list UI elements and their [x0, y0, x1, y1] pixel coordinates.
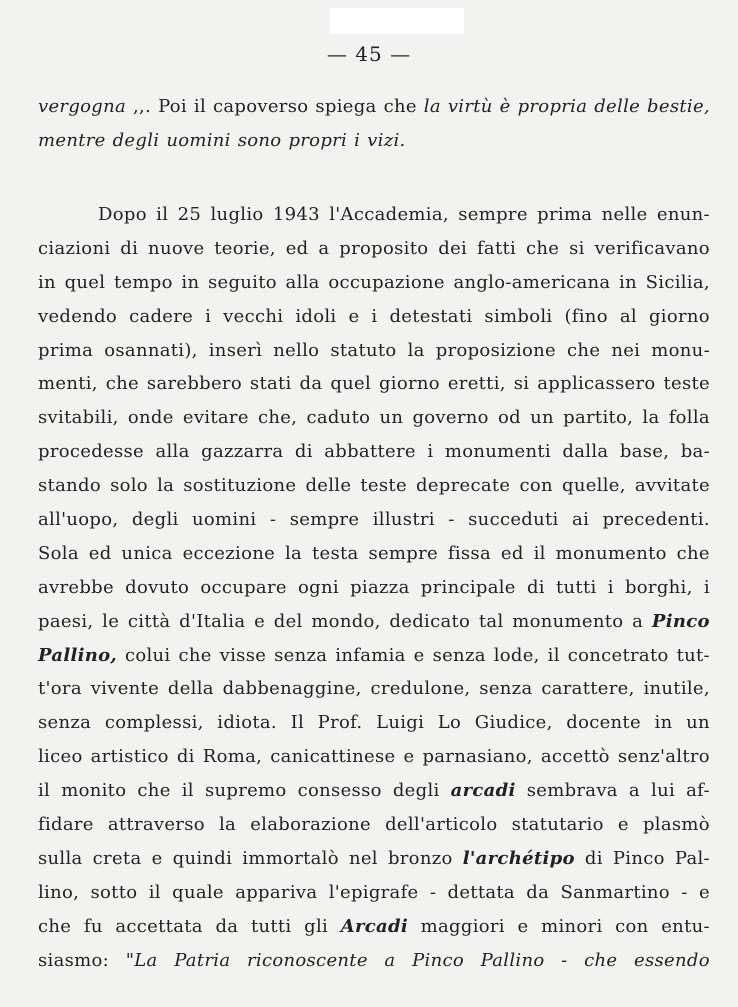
word: che: [38, 915, 72, 937]
word: visse: [219, 644, 267, 666]
word: i: [607, 576, 614, 598]
word: lui: [651, 780, 676, 802]
word: idoli: [295, 305, 337, 327]
word: riconoscente: [247, 949, 368, 971]
word: 1943: [272, 204, 320, 225]
word: "La: [125, 949, 158, 971]
word: è: [499, 96, 511, 117]
word: evitare: [182, 407, 249, 429]
word: quelle,: [562, 475, 626, 497]
text-line: [38, 639, 710, 673]
word: bestie,: [647, 96, 710, 117]
word: senza: [432, 644, 486, 666]
word: delle: [305, 475, 352, 497]
word: alla: [155, 441, 190, 463]
word: che: [676, 542, 710, 564]
word: i: [371, 305, 378, 327]
page-number: — 45 —: [326, 42, 412, 66]
word: statuto: [330, 339, 397, 361]
word: sostituzione: [183, 475, 297, 497]
word: e: [413, 644, 425, 666]
word: sulla: [38, 847, 83, 869]
word: tutti: [250, 915, 292, 937]
word: tutti: [556, 576, 597, 598]
word: ba-: [680, 441, 710, 463]
word: seguito: [207, 271, 277, 293]
word: la: [219, 814, 237, 836]
word: all'uopo,: [38, 509, 119, 531]
word: Prof.: [317, 712, 363, 734]
word: complessi,: [104, 712, 204, 734]
word: d'Italia: [179, 610, 246, 632]
word: Pal-: [674, 847, 710, 869]
word: si: [513, 373, 530, 395]
word: un: [379, 407, 404, 429]
word: Arcadi: [340, 915, 409, 937]
word: delle: [594, 96, 641, 117]
word: prima: [537, 204, 593, 225]
word: in: [654, 712, 673, 734]
word: accettata: [115, 915, 203, 937]
word: il: [156, 204, 169, 225]
word: fissa: [447, 542, 491, 564]
word: fatti: [476, 237, 517, 259]
word: teorie,: [214, 237, 276, 259]
word: nello: [273, 339, 320, 361]
word: dalla: [562, 441, 609, 463]
word: sembrava: [526, 780, 618, 802]
word: giorno: [378, 373, 440, 395]
word: la: [284, 542, 303, 564]
word: monumenti: [444, 441, 551, 463]
word: del: [273, 610, 303, 632]
text-line: [38, 266, 710, 300]
word: 25: [177, 204, 202, 225]
word: e: [617, 814, 629, 836]
word: prima: [38, 339, 94, 361]
word: la: [157, 475, 175, 497]
word: mondo,: [311, 610, 381, 632]
word: con: [519, 475, 553, 497]
word: applicassero: [537, 373, 656, 395]
word: credulone,: [370, 678, 471, 700]
word: teste: [663, 373, 710, 395]
text-line: [38, 944, 710, 978]
word: parnasiano,: [422, 746, 533, 768]
word: propri: [288, 129, 348, 151]
word: succeduti: [468, 509, 559, 531]
text-line: [38, 571, 710, 605]
word: e: [517, 915, 529, 937]
word: caduto: [306, 407, 371, 429]
word: inutile,: [643, 678, 710, 700]
word: infamia: [335, 644, 406, 666]
word: l'Accademia,: [329, 204, 449, 225]
word: un: [686, 712, 710, 734]
word: di: [176, 746, 195, 768]
text-line: [38, 401, 710, 435]
text-line: [38, 672, 710, 706]
word: -: [448, 509, 455, 531]
word: da: [299, 373, 323, 395]
word: di: [294, 441, 313, 463]
word: alla: [285, 271, 320, 293]
word: lino,: [38, 881, 80, 903]
word: solo: [110, 475, 148, 497]
text-line: [38, 232, 710, 266]
word: e: [348, 305, 360, 327]
word: vergogna: [38, 96, 127, 117]
word: senza: [479, 678, 533, 700]
word: che: [137, 780, 171, 802]
word: t'ora: [38, 678, 82, 700]
text-line: [38, 367, 710, 401]
word: tempo: [113, 271, 173, 293]
word: accettò: [540, 746, 610, 768]
word: città: [127, 610, 171, 632]
word: proposizione: [435, 339, 556, 361]
text-line: [38, 774, 710, 808]
text-line: [38, 910, 710, 944]
word: borghi,: [624, 576, 693, 598]
word: al: [619, 305, 637, 327]
word: il: [193, 96, 207, 117]
word: in: [619, 271, 637, 293]
word: creta: [92, 847, 142, 869]
word: il: [181, 780, 194, 802]
word: verificavano: [594, 237, 710, 259]
word: che: [105, 373, 139, 395]
text-line: [38, 90, 710, 124]
word: -: [429, 881, 437, 903]
word: da: [215, 915, 239, 937]
word: l'epigrafe: [328, 881, 419, 903]
word: giorno: [648, 305, 710, 327]
word: monumento: [555, 542, 667, 564]
word: canicattinese: [270, 746, 396, 768]
word: e: [151, 847, 163, 869]
word: essendo: [634, 949, 710, 971]
word: mentre: [38, 129, 106, 151]
word: nei: [611, 339, 641, 361]
word: stati: [249, 373, 292, 395]
word: dedicato: [389, 610, 471, 632]
word: gli: [304, 915, 329, 937]
word: uomini: [166, 129, 231, 151]
paragraph-continuation: [38, 90, 710, 158]
word: vedendo: [38, 305, 118, 327]
text-line: [38, 300, 710, 334]
word: le: [102, 610, 120, 632]
word: Pinco: [651, 610, 710, 632]
word: concetrato: [567, 644, 669, 666]
word: simboli: [484, 305, 553, 327]
word: la: [642, 407, 660, 429]
word: senza: [38, 712, 92, 734]
word: appariva: [235, 881, 318, 903]
word: vecchi: [223, 305, 284, 327]
word: bronzo: [387, 847, 453, 869]
word: i: [354, 129, 361, 151]
text-line: [38, 334, 710, 368]
word: ed: [500, 542, 524, 564]
word: i: [703, 576, 710, 598]
word: Poi: [158, 96, 187, 117]
word: dei: [438, 237, 468, 259]
word: dell'articolo: [385, 814, 498, 836]
word: si: [569, 237, 585, 259]
word: onde: [127, 407, 174, 429]
word: unica: [121, 542, 173, 564]
word: e: [403, 746, 415, 768]
word: a: [632, 610, 644, 632]
word: consesso: [297, 780, 382, 802]
word: sono: [237, 129, 282, 151]
word: liceo: [38, 746, 83, 768]
word: folla: [668, 407, 710, 429]
word: Sanmartino: [560, 881, 670, 903]
word: eccezione: [182, 542, 276, 564]
word: e: [254, 610, 266, 632]
word: ai: [572, 509, 590, 531]
word: monumento: [512, 610, 624, 632]
word: colui: [124, 644, 171, 666]
text-line: [38, 706, 710, 740]
word: arcadi: [450, 780, 516, 802]
word: a: [384, 949, 396, 971]
word: i: [205, 305, 212, 327]
white-label-patch: [330, 8, 464, 34]
word: degli: [392, 780, 440, 802]
word: senza: [274, 644, 328, 666]
word: a: [318, 237, 330, 259]
word: e: [698, 881, 710, 903]
word: anglo-americana: [453, 271, 611, 293]
text-line: [38, 605, 710, 639]
word: maggiori: [420, 915, 505, 937]
word: il: [38, 780, 51, 802]
word: di: [120, 237, 139, 259]
word: lode,: [493, 644, 540, 666]
word: testa: [311, 542, 359, 564]
word: quel: [330, 373, 372, 395]
word: quale: [172, 881, 224, 903]
word: avrebbe: [38, 576, 114, 598]
word: sempre: [458, 204, 528, 225]
text-line: [38, 198, 710, 232]
word: piazza: [350, 576, 410, 598]
word: l'archétipo: [462, 847, 575, 869]
word: Pinco: [412, 949, 464, 971]
word: nel: [348, 847, 378, 869]
word: teste: [360, 475, 407, 497]
word: idiota.: [217, 712, 277, 734]
word: spiega: [315, 96, 377, 117]
word: dovuto: [125, 576, 190, 598]
word: degli: [131, 509, 179, 531]
word: ogni: [298, 576, 339, 598]
word: monito: [61, 780, 127, 802]
word: cadere: [129, 305, 194, 327]
word: il: [148, 881, 161, 903]
word: base,: [619, 441, 670, 463]
word: docente: [566, 712, 641, 734]
word: ciazioni: [38, 237, 111, 259]
word: osannati),: [104, 339, 198, 361]
word: la: [423, 96, 441, 117]
word: (fino: [564, 305, 608, 327]
word: ed: [285, 237, 309, 259]
word: deprecate: [416, 475, 511, 497]
word: dettata: [447, 881, 515, 903]
word: dabbenaggine,: [222, 678, 362, 700]
word: che: [178, 644, 212, 666]
word: siasmo:: [38, 949, 110, 971]
word: procedesse: [38, 441, 144, 463]
word: che,: [257, 407, 298, 429]
word: da: [526, 881, 550, 903]
word: quindi: [172, 847, 233, 869]
word: Pallino: [480, 949, 545, 971]
word: quel: [64, 271, 106, 293]
word: Giudice,: [474, 712, 553, 734]
word: attraverso: [107, 814, 205, 836]
word: virtù: [447, 96, 493, 117]
text-line: [38, 503, 710, 537]
word: proposito: [339, 237, 429, 259]
word: senz'altro: [617, 746, 710, 768]
word: Dopo: [98, 204, 147, 225]
word: avvitate: [634, 475, 710, 497]
word: nuove: [148, 237, 205, 259]
word: Lo: [437, 712, 462, 734]
word: propria: [517, 96, 588, 117]
text-line: [38, 808, 710, 842]
word: menti,: [38, 373, 98, 395]
text-line: [38, 469, 710, 503]
text-line: [38, 740, 710, 774]
word: della: [167, 678, 214, 700]
word: plasmò: [642, 814, 710, 836]
word: fidare: [38, 814, 94, 836]
word: luglio: [210, 204, 264, 225]
word: precedenti.: [602, 509, 710, 531]
word: od: [497, 407, 521, 429]
word: vivente: [90, 678, 160, 700]
word: che: [584, 949, 618, 971]
text-line: [38, 124, 710, 158]
word: ,,.: [133, 96, 152, 117]
word: occupare: [200, 576, 287, 598]
word: sotto: [90, 881, 138, 903]
word: enun-: [656, 204, 710, 225]
word: carattere,: [541, 678, 635, 700]
word: supremo: [204, 780, 287, 802]
text-line: [38, 435, 710, 469]
word: nelle: [601, 204, 648, 225]
word: eretti,: [447, 373, 506, 395]
word: minori: [541, 915, 603, 937]
word: -: [561, 949, 568, 971]
word: di: [584, 847, 603, 869]
word: statutario: [511, 814, 604, 836]
word: in: [181, 271, 200, 293]
word: i: [427, 441, 434, 463]
word: occupazione: [328, 271, 445, 293]
word: monu-: [651, 339, 710, 361]
word: capoverso: [213, 96, 309, 117]
word: inserì: [208, 339, 263, 361]
word: sarebbero: [146, 373, 242, 395]
word: Sicilia,: [645, 271, 710, 293]
word: partito,: [563, 407, 634, 429]
word: Pallino,: [38, 644, 117, 666]
word: Sola: [38, 542, 79, 564]
word: entu-: [661, 915, 710, 937]
word: gazzarra: [201, 441, 284, 463]
word: fu: [83, 915, 103, 937]
word: af-: [686, 780, 710, 802]
word: un: [530, 407, 554, 429]
word: immortalò: [242, 847, 339, 869]
word: Patria: [174, 949, 231, 971]
word: principale: [420, 576, 516, 598]
word: con: [615, 915, 649, 937]
word: abbattere: [324, 441, 416, 463]
word: che: [383, 96, 417, 117]
word: illustri: [372, 509, 435, 531]
word: uomini: [192, 509, 257, 531]
word: Luigi: [376, 712, 425, 734]
word: che: [525, 237, 560, 259]
word: elaborazione: [250, 814, 371, 836]
word: Il: [290, 712, 305, 734]
word: artistico: [90, 746, 169, 768]
text-line: [38, 537, 710, 571]
word: paesi,: [38, 610, 94, 632]
word: -: [681, 881, 688, 903]
word: -: [269, 509, 277, 531]
word: la: [407, 339, 425, 361]
word: il: [533, 542, 546, 564]
word: Roma,: [202, 746, 263, 768]
word: Pinco: [612, 847, 665, 869]
word: che: [567, 339, 601, 361]
word: di: [526, 576, 545, 598]
word: tut-: [676, 644, 710, 666]
word: stando: [38, 475, 101, 497]
word: il: [547, 644, 560, 666]
word: tal: [478, 610, 504, 632]
text-line: [38, 876, 710, 910]
word: a: [628, 780, 640, 802]
word: ed: [88, 542, 112, 564]
paragraph-main: [38, 198, 710, 977]
word: detestati: [389, 305, 473, 327]
word: sempre: [289, 509, 360, 531]
word: in: [38, 271, 56, 293]
text-line: [38, 842, 710, 876]
word: sempre: [368, 542, 438, 564]
word: governo: [412, 407, 489, 429]
word: svitabili,: [38, 407, 119, 429]
word: degli: [112, 129, 160, 151]
word: vizi.: [367, 129, 406, 151]
